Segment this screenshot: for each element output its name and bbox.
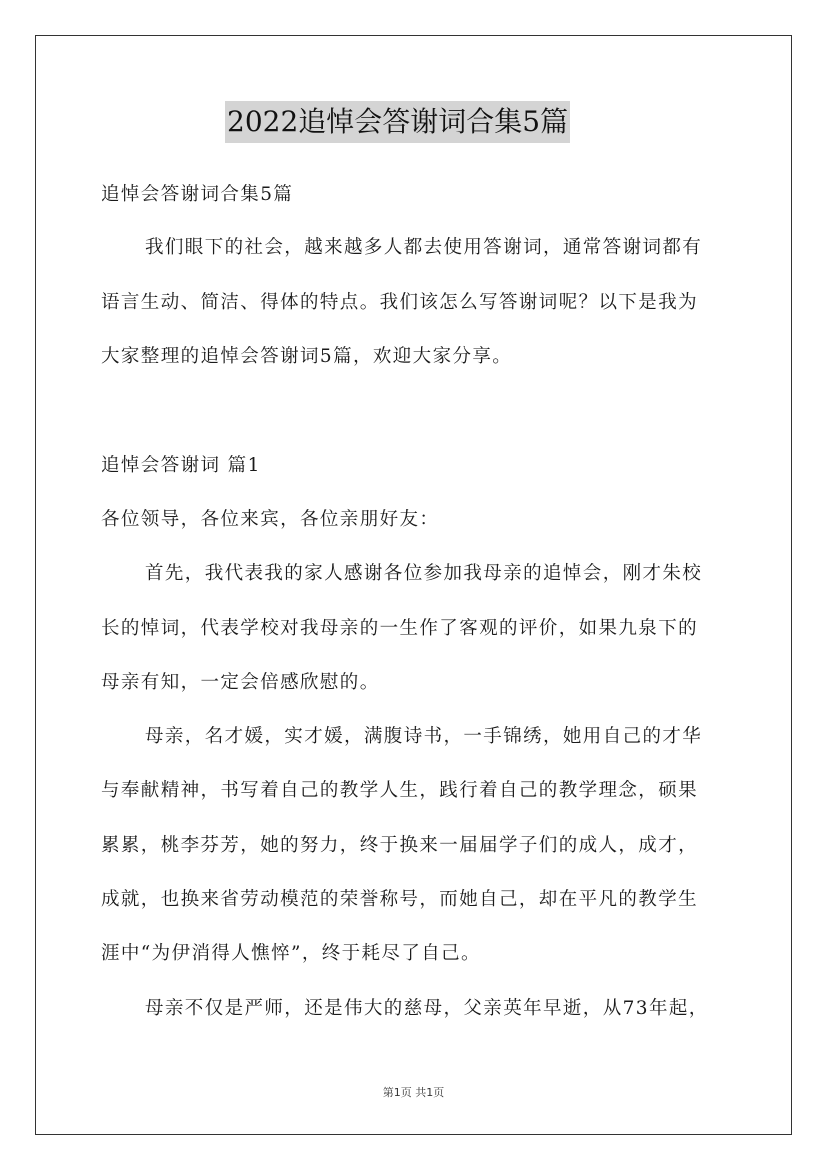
paragraph2-line-5: 涯中“为伊消得人憔悴”，终于耗尽了自己。 bbox=[101, 943, 481, 964]
intro-line-3: 大家整理的追悼会答谢词5篇，欢迎大家分享。 bbox=[101, 346, 513, 367]
paragraph2-line-1: 母亲，名才媛，实才媛，满腹诗书，一手锦绣，她用自己的才华 bbox=[145, 726, 703, 747]
document-subtitle: 追悼会答谢词合集5篇 bbox=[101, 184, 294, 205]
intro-line-2: 语言生动、简洁、得体的特点。我们该怎么写答谢词呢？以下是我为 bbox=[101, 292, 699, 313]
salutation: 各位领导，各位来宾，各位亲朋好友： bbox=[101, 509, 440, 530]
section-heading: 追悼会答谢词 篇1 bbox=[101, 455, 261, 476]
paragraph2-line-3: 累累，桃李芬芳，她的努力，终于换来一届届学子们的成人，成才， bbox=[101, 835, 699, 856]
document-title: 2022追悼会答谢词合集5篇 bbox=[225, 101, 570, 143]
paragraph2-line-2: 与奉献精神，书写着自己的教学人生，践行着自己的教学理念，硕果 bbox=[101, 780, 699, 801]
paragraph1-line-1: 首先，我代表我的家人感谢各位参加我母亲的追悼会，刚才朱校 bbox=[145, 563, 703, 584]
paragraph1-line-2: 长的悼词，代表学校对我母亲的一生作了客观的评价，如果九泉下的 bbox=[101, 618, 699, 639]
intro-line-1: 我们眼下的社会，越来越多人都去使用答谢词，通常答谢词都有 bbox=[145, 237, 703, 258]
paragraph2-line-4: 成就，也换来省劳动模范的荣誉称号，而她自己，却在平凡的教学生 bbox=[101, 889, 699, 910]
paragraph1-line-3: 母亲有知，一定会倍感欣慰的。 bbox=[101, 672, 380, 693]
page-footer: 第1页 共1页 bbox=[382, 1086, 445, 1099]
paragraph3-line-1: 母亲不仅是严师，还是伟大的慈母，父亲英年早逝，从73年起， bbox=[145, 998, 709, 1019]
